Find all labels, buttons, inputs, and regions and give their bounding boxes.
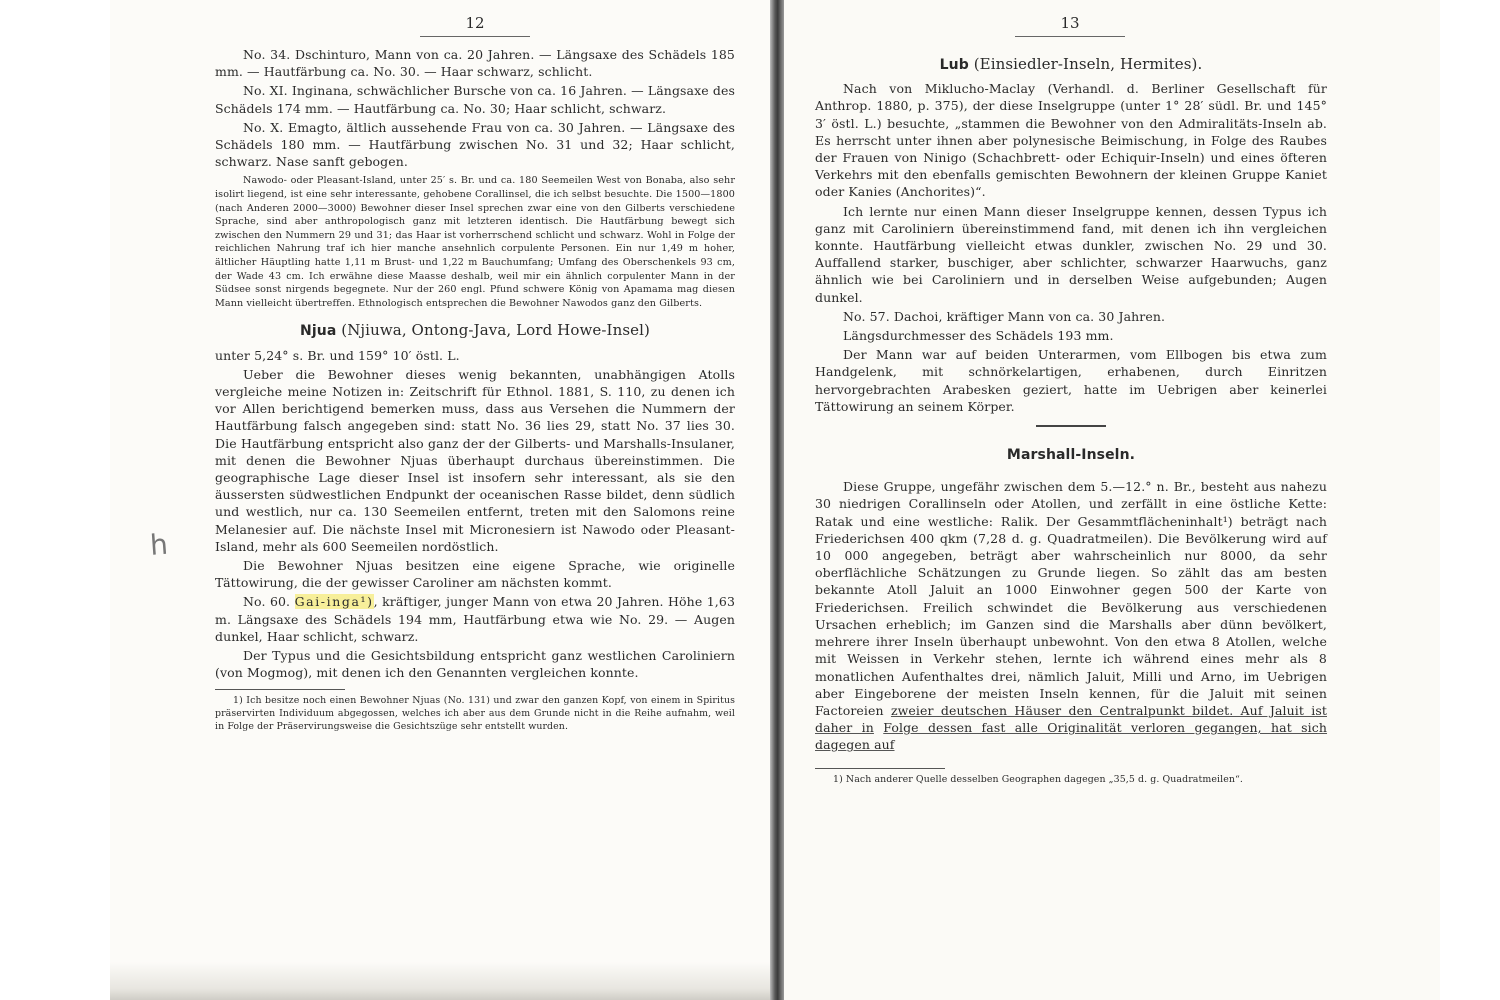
entry-no60-prefix: No. 60.: [243, 594, 291, 610]
lub-heading: [815, 56, 1327, 74]
right-page-body: [815, 54, 1327, 788]
entry-no57: No. 57. Dachoi, kräftiger Mann von ca. 30 Jahren.: [843, 308, 1166, 324]
lub-paragraph-3: Der Mann war auf beiden Unterarmen, vom Ellbogen bis etwa zum Handgelenk, mit schnörkelartigen, erhabenen, durch Einritzen hervorgebrachten Arabesken geziert, hatte im Uebrigen aber keinerlei Tättowirung an seinem Körper.: [815, 347, 1327, 414]
footnote-right: 1) Nach anderer Quelle desselben Geographen dagegen „35,5 d. g. Quadratmeilen“.: [833, 773, 1243, 785]
entry-no34: No. 34. Dschinturo, Mann von ca. 20 Jahren. — Längsaxe des Schädels 185 mm. — Hautfärbung ca. No. 30. — Haar schwarz, schlicht.: [215, 47, 735, 80]
njua-paragraph-2: Die Bewohner Njuas besitzen eine eigene Sprache, wie originelle Tättowirung, die der gewisser Caroliner am nächsten kommt.: [215, 558, 735, 591]
njua-paragraph-1: Ueber die Bewohner dieses wenig bekannten, unabhängigen Atolls vergleiche meine Notizen in: Zeitschrift für Ethnol. 1881, S. 110, zu denen ich vor Allen berichtigend bemerken muss, dass aus Versehen die Nummern der Hautfärbung falsch angegeben sind: statt No. 36 lies 29, statt No. 37 lies 30. Die Hautfärbung entspricht also ganz der der Gilberts- und Marshalls-Insulaner, mit denen die Bewohner Njuas überhaupt durchaus übereinstimmen. Die geographische Lage dieser Insel ist insofern sehr interessant, als sie den äussersten südwestlichen Endpunkt der oceanischen Rasse bildet, denn südlich und westlich, nur ca. 130 Seemeilen entfernt, treten mit den Salomons reine Melanesier auf. Die nächste Insel mit Micronesiern ist Nawodo oder Pleasant-Island, mehr als 600 Seemeilen nordöstlich.: [215, 366, 735, 554]
entry-noX: No. X. Emagto, ältlich aussehende Frau von ca. 30 Jahren. — Längsaxe des Schädels 180 mm. — Hautfärbung zwischen No. 31 und 32; Haar schlicht, schwarz. Nase sanft gebogen.: [215, 119, 735, 170]
typus-paragraph: Der Typus und die Gesichtsbildung entspricht ganz westlichen Caroliniern (von Mogmog), mit denen ich den Genannten vergleichen konnte.: [215, 648, 735, 681]
entry-no60: [215, 593, 735, 645]
entry-noXI: No. XI. Inginana, schwächlicher Bursche von ca. 16 Jahren. — Längsaxe des Schädels 174 mm. — Hautfärbung ca. No. 30; Haar schlicht, schwarz.: [215, 83, 735, 116]
entry-no60-rest: , kräftiger, junger Mann von etwa 20 Jahren. Höhe 1,63 m. Längsaxe des Schädels 194 mm, Hautfärbung etwa wie No. 29. — Augen dunkel, Haar schlicht, schwarz.: [215, 594, 735, 644]
marshall-paragraph-main: Diese Gruppe, ungefähr zwischen dem 5.—12.° n. Br., besteht aus nahezu 30 niedrigen Corallinseln oder Atollen, und zerfällt in eine östliche Kette: Ratak und eine westliche: Ralik. Der Gesammtflächeninhalt¹) beträgt nach Friederichsen 400 qkm (7,28 d. g. Quadratmeilen). Die Bevölkerung wird auf 10 000 angegeben, beträgt aber wahrscheinlich nur 8000, da sehr oberflächliche Schätzungen zu Grunde liegen. So zählt das am besten bekannte Atoll Jaluit an 1000 Einwohner gegen 500 der Karte von Friederichsen. Freilich schwindet die Bevölkerung aus verschiedenen Ursachen erheblich; im Ganzen sind die Marshalls aber dünn bevölkert, mehrere ihrer Inseln überhaupt unbewohnt. Von den etwa 8 Atollen, welche mit Weissen in Verkehr stehen, lernte ich während eines mehr als 8 monatlichen Aufenthaltes drei, nämlich Jaluit, Milli und Arno, im Uebrigen aber Eingeborene der meisten Inseln kennen, für die Jaluit mit seinen Factoreien: [815, 479, 1327, 718]
lub-paragraph-1: Nach von Miklucho-Maclay (Verhandl. d. Berliner Gesellschaft für Anthrop. 1880, p. 375), der diese Inselgruppe (unter 1° 28′ südl. Br. und 145° 3′ östl. L.) besuchte, „stammen die Bewohner von den Admiralitäts-Inseln ab. Es herrscht unter ihnen aber polynesische Beimischung, in Folge des Raubes der Frauen von Ninigo (Schachbrett- oder Echiquir-Inseln) und eines öfteren Verkehrs mit den ebenfalls gemischten Bewohnern der kleinen Gruppe Kaniet oder Kanies (Anchorites)“.: [815, 81, 1327, 200]
lub-paragraph-2: Ich lernte nur einen Mann dieser Inselgruppe kennen, dessen Typus ich ganz mit Caroliniern übereinstimmend fand, mit denen ich ihn vergleichen konnte. Hautfärbung vielleicht etwas dunkler, zwischen No. 29 und 30. Auffallend starker, buschiger, aber schlichter, schwarzer Haarwuchs, ganz ähnlich wie bei Caroliniern und in derselben Weise aufgebunden; Augen dunkel.: [815, 203, 1327, 305]
lub-heading-rest: (Einsiedler-Inseln, Hermites).: [973, 55, 1203, 73]
header-rule-right: [1015, 36, 1125, 37]
page-number-right: 13: [1060, 14, 1080, 32]
page-number-left: 12: [465, 14, 485, 32]
nawodo-note: Nawodo- oder Pleasant-Island, unter 25′ s. Br. und ca. 180 Seemeilen West von Bonaba, also sehr isolirt liegend, ist eine sehr interessante, gehobene Corallinsel, die ich selbst besuchte. Die 1500—1800 (nach Anderen 2000—3000) Bewohner dieser Insel sprechen zwar eine von den Gilberts verschiedene Sprache, sind aber anthropologisch ganz mit letzteren identisch. Die Hautfärbung bewegt sich zwischen den Nummern 29 und 31; das Haar ist vorherrschend schlicht und schwarz. Wohl in Folge der reichlichen Nahrung traf ich hier manche ansehnlich corpulente Personen. Ein nur 1,49 m hoher, ältlicher Häuptling hatte 1,11 m Brust- und 1,22 m Bauchumfang; Umfang des Oberschenkels 93 cm, der Wade 43 cm. Ich erwähne diese Maasse deshalb, weil mir ein ähnlich corpulenter Mann in der Südsee sonst nirgends begegnete. Nur der 260 engl. Pfund schwere König von Apamama mag diesen Mann vielleicht übertreffen. Ethnologisch entsprechen die Bewohner Nawodos ganz den Gilberts.: [215, 175, 735, 309]
handwritten-margin-mark: h: [148, 527, 169, 562]
marshall-heading: Marshall-Inseln.: [1006, 447, 1136, 464]
section-separator: [1036, 425, 1106, 427]
lub-heading-bold: Lub: [939, 57, 969, 73]
footnote-rule-left: [215, 689, 345, 690]
skull-length: Längsdurchmesser des Schädels 193 mm.: [843, 328, 1114, 344]
page-bottom-edge: [110, 962, 770, 1000]
underlined-passage-1: zweier deutschen Häuser den Centralpunkt bildet. Auf Jaluit ist daher in: [815, 702, 1327, 736]
njua-heading-rest: (Njiuwa, Ontong-Java, Lord Howe-Insel): [341, 321, 650, 340]
njua-coords: unter 5,24° s. Br. und 159° 10′ östl. L.: [215, 347, 460, 363]
njua-heading: [215, 322, 735, 340]
underlined-passage-2: Folge dessen fast alle Originalität verloren gegangen, hat sich dagegen auf: [815, 720, 1328, 753]
left-page-body: [215, 46, 735, 735]
highlighted-name: Gai-inga¹): [294, 594, 374, 610]
footnote-left: 1) Ich besitze noch einen Bewohner Njuas (No. 131) und zwar den ganzen Kopf, von einem in Spiritus präservirten Individuum abgegossen, welches ich aber aus dem Grunde nicht in die Reihe aufnahm, weil in Folge der Präservirungsweise die Gesichtszüge sehr entstellt wurden.: [215, 695, 735, 733]
marshall-paragraph: [815, 478, 1327, 753]
header-rule-left: [420, 36, 530, 37]
njua-heading-bold: Njua: [300, 323, 337, 340]
book-spine: [770, 0, 784, 1000]
footnote-rule-right: [815, 768, 945, 769]
